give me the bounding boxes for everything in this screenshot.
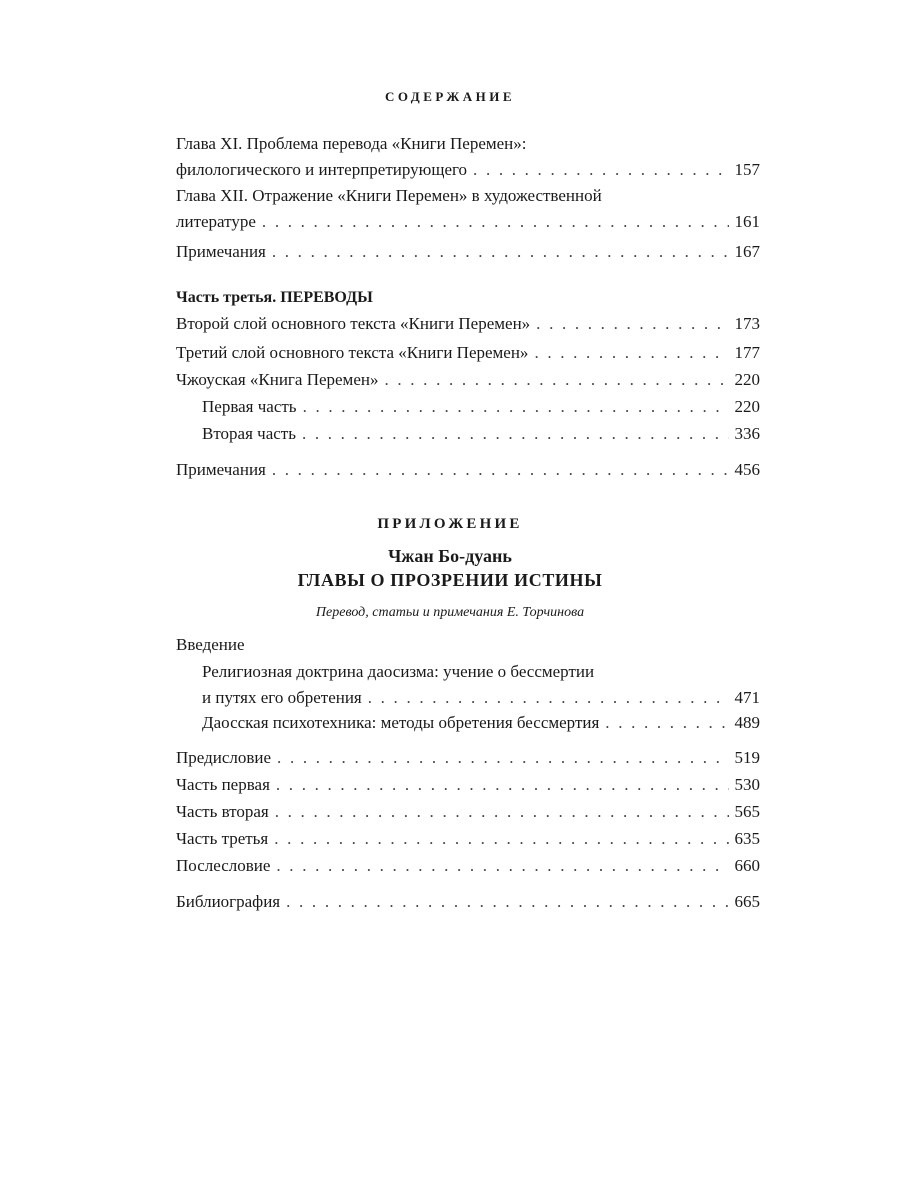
dot-leader [303, 394, 729, 420]
page-number: 530 [734, 775, 760, 794]
toc-entry-line2: и путях его обретения [202, 688, 362, 707]
dot-leader [276, 772, 729, 798]
dot-leader [286, 889, 728, 915]
page-number: 660 [734, 856, 760, 875]
toc-subentry [176, 421, 760, 447]
toc-entry-line1: Глава XI. Проблема перевода «Книги Перемен»: [176, 134, 527, 153]
appendix-author: Чжан Бо-дуань [388, 546, 512, 566]
page-number: 635 [734, 829, 760, 848]
toc-entry-title: Второй слой основного текста «Книги Перемен» [176, 314, 531, 333]
toc-entry [176, 799, 760, 825]
dot-leader [368, 685, 729, 711]
toc-entry-line2: литературе [176, 212, 256, 231]
toc-entry [176, 340, 760, 366]
page-number: 665 [734, 892, 760, 911]
toc-entry [176, 745, 760, 771]
toc-entry-chapter-11 [176, 131, 760, 183]
dot-leader [272, 457, 729, 483]
toc-subentry [176, 394, 760, 420]
toc-entry-line1: Глава XII. Отражение «Книги Перемен» в художественной [176, 186, 602, 205]
toc-entry [176, 367, 760, 393]
page-number: 177 [734, 343, 760, 362]
dot-leader [276, 853, 728, 879]
toc-entry-chapter-12 [176, 183, 760, 235]
page-number: 565 [734, 802, 760, 821]
appendix-label: ПРИЛОЖЕНИЕ [377, 516, 523, 532]
toc-entry-notes [176, 457, 760, 483]
page-number: 336 [734, 424, 760, 443]
toc-entry-title: Часть третья [176, 829, 269, 848]
toc-entry-title: Примечания [176, 242, 266, 261]
toc-entry [176, 772, 760, 798]
toc-entry-title: Вторая часть [202, 424, 296, 443]
toc-subentry [176, 659, 760, 711]
toc-entry-title: Третий слой основного текста «Книги Перемен» [176, 343, 529, 362]
page-header: СОДЕРЖАНИЕ [384, 89, 516, 104]
toc-entry-row [176, 209, 760, 235]
dot-leader [272, 239, 729, 265]
part-three-heading: Часть третья. ПЕРЕВОДЫ [176, 289, 373, 306]
toc-entry-title: Первая часть [202, 397, 297, 416]
toc-entry [176, 853, 760, 879]
toc-entry-title: Примечания [176, 460, 266, 479]
toc-entry-title: Чжоуская «Книга Перемен» [176, 370, 379, 389]
dot-leader [536, 311, 728, 337]
toc-entry-title: Часть вторая [176, 802, 269, 821]
page-number: 519 [734, 748, 760, 767]
page-number: 220 [734, 397, 760, 416]
toc-entry-line1: Религиозная доктрина даосизма: учение о бессмертии [202, 662, 595, 681]
toc-subentry [176, 710, 760, 736]
appendix-translator: Перевод, статьи и примечания Е. Торчинова [315, 605, 585, 620]
page-number: 220 [734, 370, 760, 389]
page-number: 173 [734, 314, 760, 333]
appendix-title: ГЛАВЫ О ПРОЗРЕНИИ ИСТИНЫ [297, 570, 603, 590]
page-number: 456 [734, 460, 760, 479]
toc-entry [176, 311, 760, 337]
toc-entry-title: Часть первая [176, 775, 270, 794]
page-number: 167 [734, 242, 760, 261]
toc-entry-bibliography [176, 889, 760, 915]
dot-leader [605, 710, 728, 736]
dot-leader [302, 421, 729, 447]
page-number: 161 [734, 212, 760, 231]
toc-entry-title: Даосская психотехника: методы обретения бессмертия [202, 713, 600, 732]
page-number: 157 [734, 160, 760, 179]
toc-entry-title: Послесловие [176, 856, 271, 875]
toc-entry-row [202, 685, 760, 711]
toc-entry-title: Библиография [176, 892, 281, 911]
toc-entry [176, 826, 760, 852]
toc-entry-line2: филологического и интерпретирующего [176, 160, 468, 179]
dot-leader [274, 826, 728, 852]
dot-leader [473, 157, 728, 183]
toc-entry-notes [176, 239, 760, 265]
dot-leader [277, 745, 728, 771]
intro-heading: Введение [176, 635, 245, 654]
dot-leader [275, 799, 729, 825]
dot-leader [384, 367, 728, 393]
toc-entry-row [176, 157, 760, 183]
page-number: 489 [734, 713, 760, 732]
page-number: 471 [734, 688, 760, 707]
dot-leader [534, 340, 728, 366]
toc-entry-title: Предисловие [176, 748, 272, 767]
dot-leader [262, 209, 729, 235]
